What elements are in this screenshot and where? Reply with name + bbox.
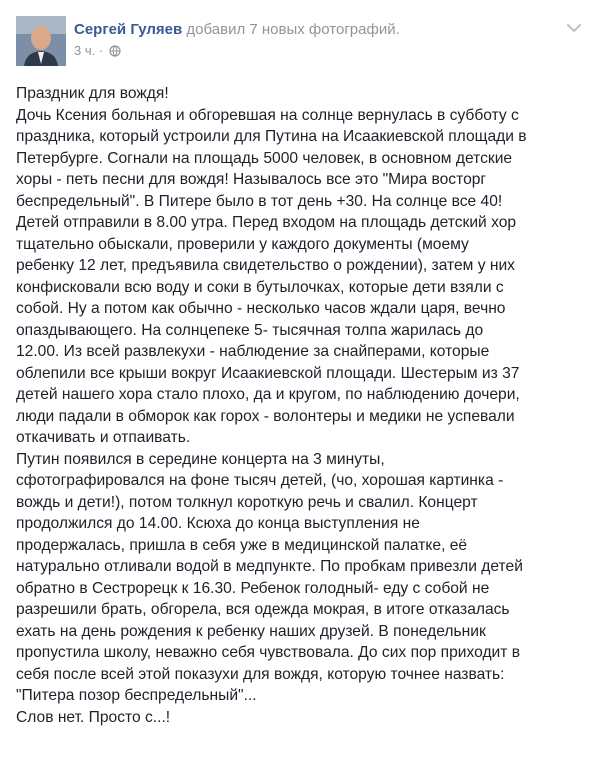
- post-text-line: люди падали в обморок как горох - волонтеры и медики не успевали: [16, 407, 515, 425]
- post-text-line: откачивать и отпаивать.: [16, 429, 191, 446]
- post-text-line: пропустила школу, неважно себя чувствовала. До сих пор приходит в: [16, 644, 521, 661]
- post-text-line: детей нашего хора стало плохо, да и кругом, по наблюдению дочери,: [16, 386, 520, 403]
- post-text-line: конфисковали всю воду и соки в бутылочках, которые дети взяли с: [16, 278, 504, 296]
- post-text-line: продолжился до 14.00. Ксюха до конца выступления не: [16, 515, 420, 532]
- post-text-line: себя после всей этой показухи для вождя, которую точнее назвать:: [16, 665, 505, 683]
- post-text-line: ребенку 12 лет, предъявила свидетельство о рождении), затем у них: [16, 257, 515, 274]
- post-text-line: тщательно обыскали, проверили у каждого документы (моему: [16, 235, 469, 253]
- meta-separator: ·: [98, 43, 104, 58]
- post-text-line: беспредельный". В Питере было в тот день +30. На солнце все 40!: [16, 192, 503, 210]
- post-text-line: праздника, который устроили для Путина на Исаакиевской площади в: [16, 128, 527, 145]
- post-text-line: опаздывающего. На солнцепеке 5- тысячная толпа жарилась до: [16, 321, 484, 339]
- post-text-line: Слов нет. Просто с...!: [16, 708, 171, 726]
- post-text-line: сфотографировался на фоне тысяч детей, (чо, хорошая картинка -: [16, 472, 504, 489]
- post-text-line: "Питера позор беспредельный"...: [16, 687, 257, 704]
- post-text-line: продержалась, пришла в себя уже в медицинской палатке, её: [16, 536, 468, 554]
- post-header: [16, 12, 588, 70]
- post-text-line: Петербурге. Согнали на площадь 5000 человек, в основном детские: [16, 149, 513, 167]
- post-text-line: Путин появился в середине концерта на 3 минуты,: [16, 450, 385, 468]
- globe-icon: [109, 44, 121, 62]
- post-text-line: хоры - петь песни для вождя! Называлось все это "Мира восторг: [16, 171, 487, 188]
- post-text-line: вождь и дети!), потом толкнул короткую речь и свалил. Концерт: [16, 493, 478, 511]
- post-meta: [74, 20, 548, 62]
- post-text-line: разрешили брать, обгорела, вся одежда мокрая, в итоге отказалась: [16, 601, 510, 618]
- chevron-down-icon[interactable]: [566, 20, 582, 38]
- post-text-line: ехать на день рождения к ребенку наших друзей. В понедельник: [16, 622, 486, 640]
- author-name[interactable]: Сергей Гуляев: [74, 21, 183, 38]
- post-text-line: Дочь Ксения больная и обгоревшая на солнце вернулась в субботу с: [16, 106, 519, 124]
- post-text-line: собой. Ну а потом как обычно - несколько часов ждали царя, вечно: [16, 300, 506, 317]
- post-text-line: облепили все крыши вокруг Исаакиевской площади. Шестерым из 37: [16, 364, 520, 382]
- post-text-line: обратно в Сестрорецк к 16.30. Ребенок голодный- еду с собой не: [16, 579, 490, 597]
- post-text-line: 12.00. Из всей развлекухи - наблюдение за снайперами, которые: [16, 343, 490, 360]
- post-text-line: Детей отправили в 8.00 утра. Перед входом на площадь детский хор: [16, 214, 517, 231]
- post-time[interactable]: 3 ч.: [74, 43, 96, 58]
- avatar[interactable]: [16, 16, 66, 66]
- post-text-line: Праздник для вождя!: [16, 85, 169, 102]
- post-action-text: добавил 7 новых фотографий.: [186, 21, 400, 38]
- post-text: [16, 83, 588, 728]
- post-text-line: натурально отливали водой в медпункте. По пробкам привезли детей: [16, 558, 523, 575]
